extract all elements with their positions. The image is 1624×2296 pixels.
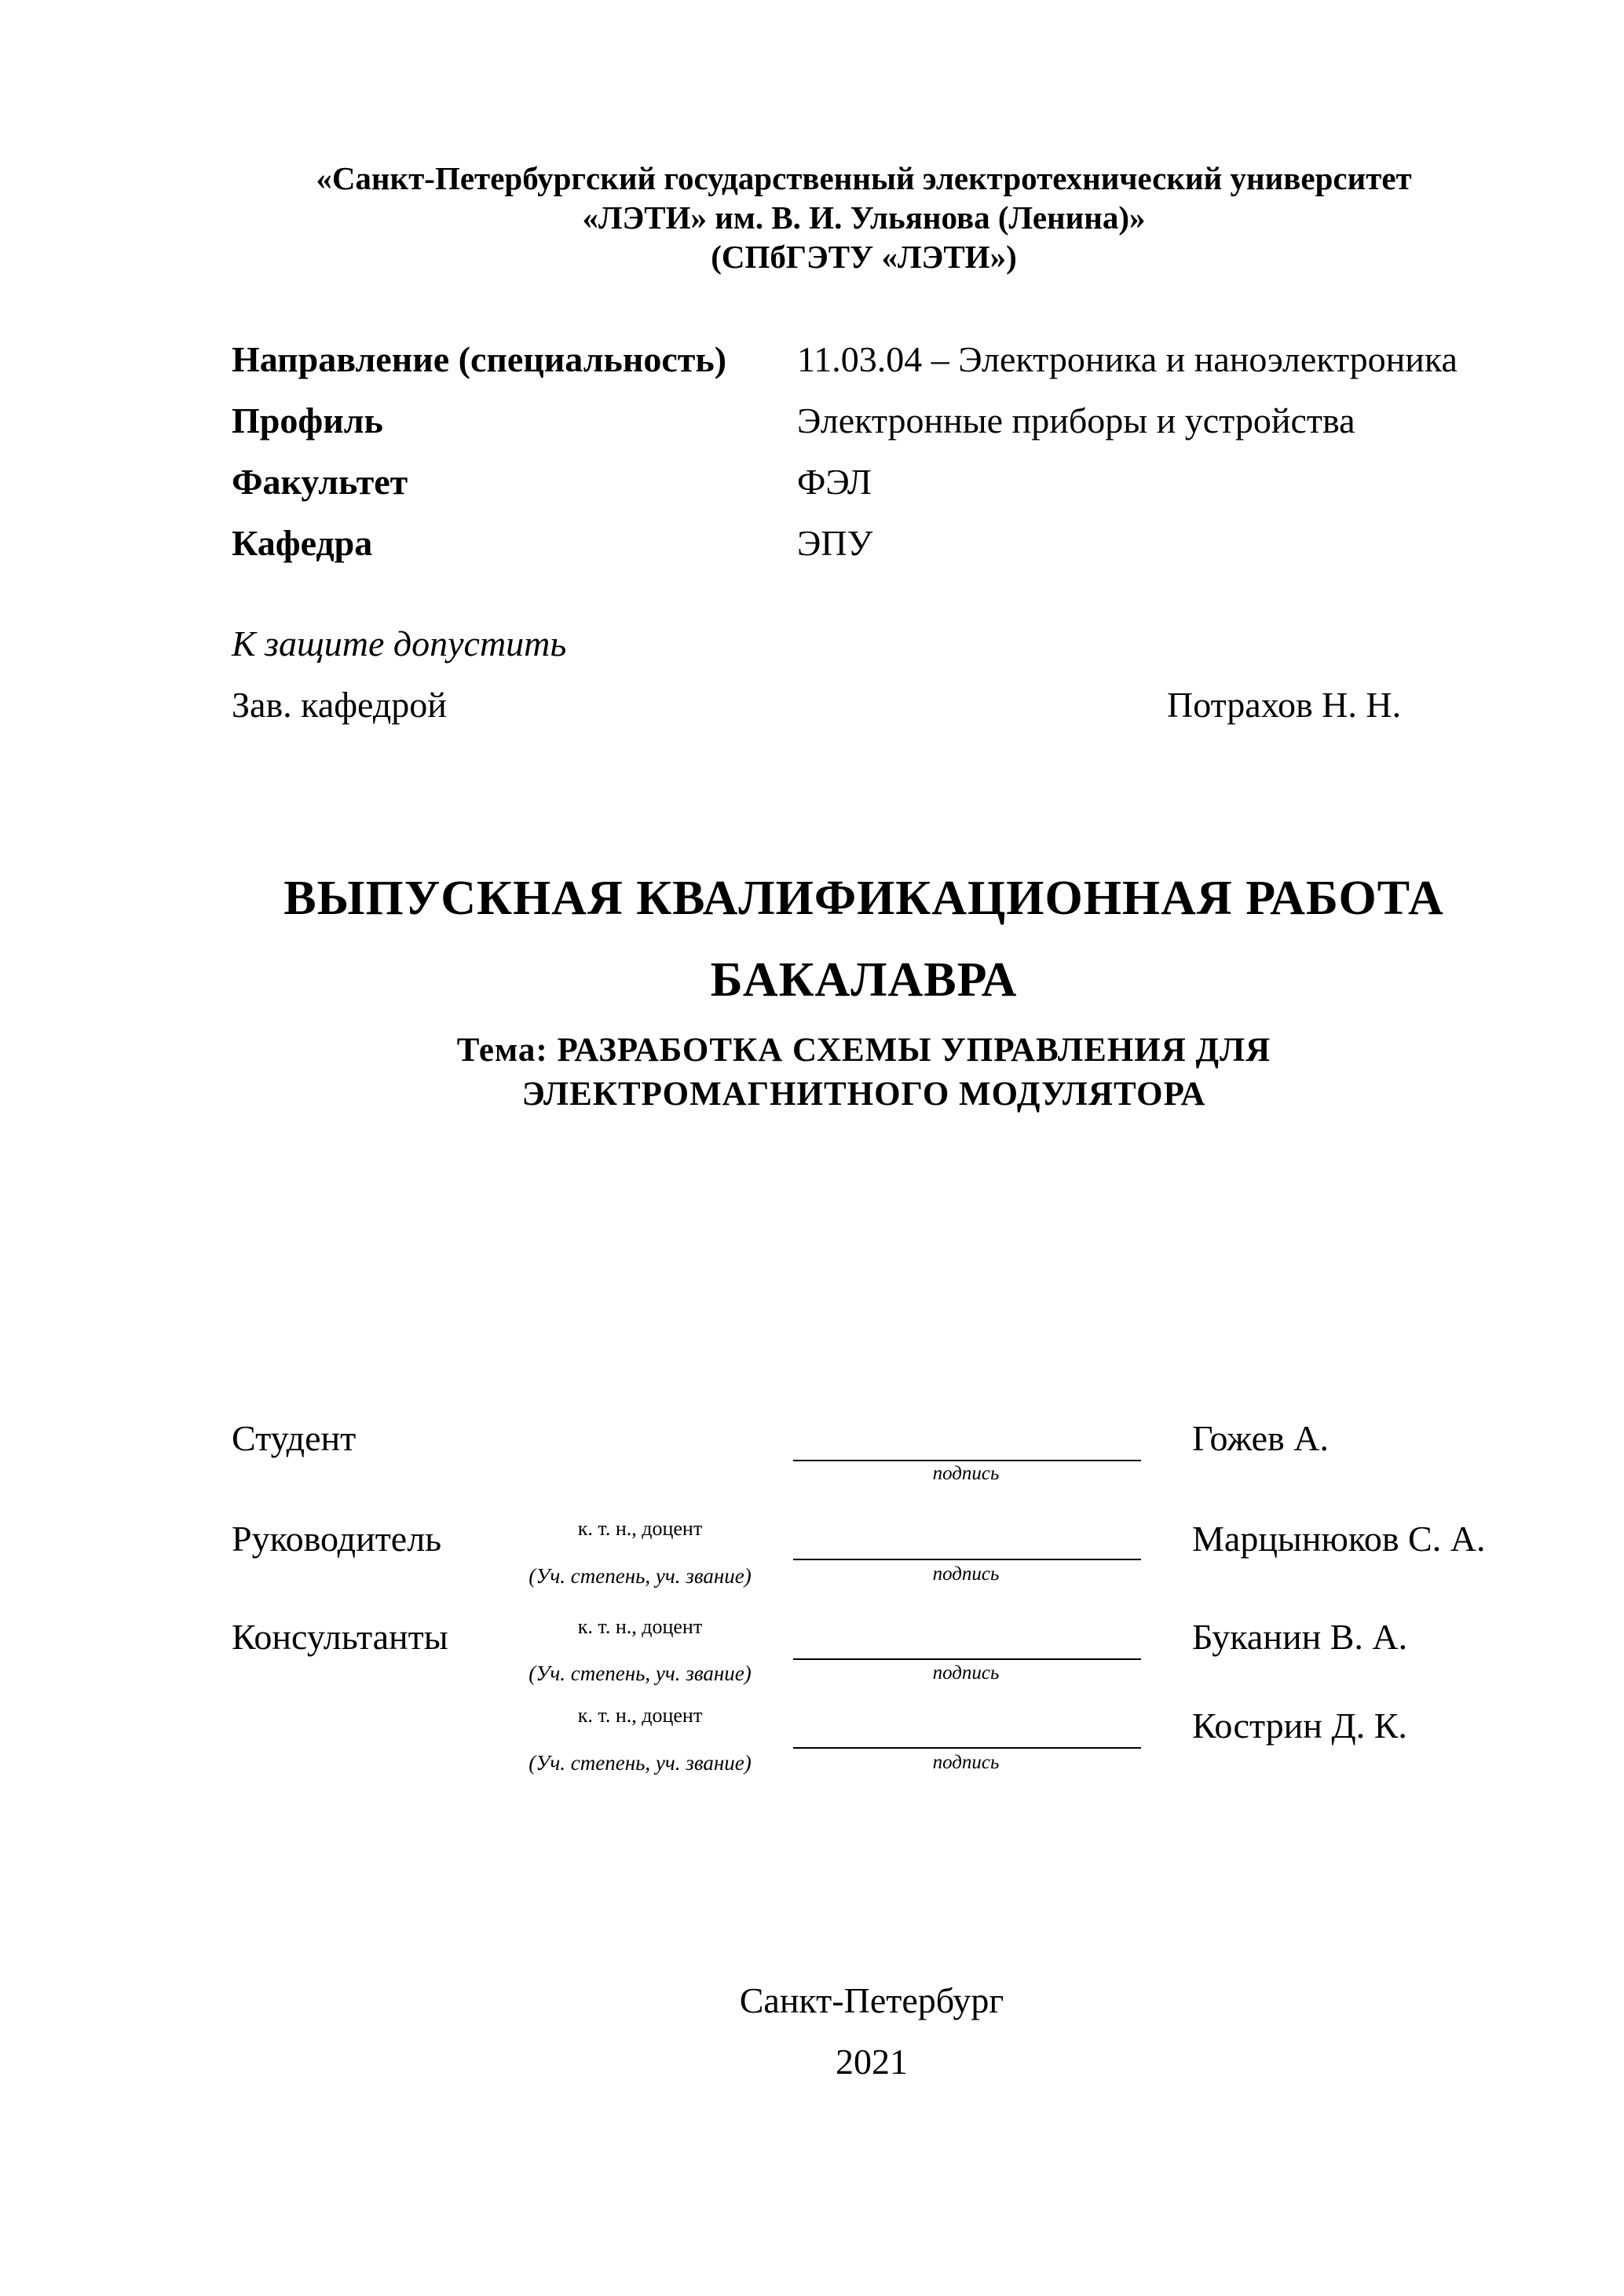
approval-name: Потрахов Н. Н.: [1167, 685, 1402, 725]
degree-caption: (Уч. степень, уч. звание): [529, 1662, 752, 1685]
role-consultants: Консультанты: [232, 1617, 448, 1657]
topic-line-2: ЭЛЕКТРОМАГНИТНОГО МОДУЛЯТОРА: [521, 1076, 1206, 1113]
university-abbreviation: (СПбГЭТУ «ЛЭТИ»): [711, 239, 1017, 275]
signature-line-consultant-1: [793, 1658, 1141, 1660]
degree-consultant-2: к. т. н., доцент: [577, 1704, 703, 1727]
document-title-line-2: БАКАЛАВРА: [710, 953, 1018, 1007]
approval-statement: К защите допустить: [232, 623, 567, 664]
signature-caption: подпись: [932, 1563, 1000, 1585]
topic-line-1: Тема: РАЗРАБОТКА СХЕМЫ УПРАВЛЕНИЯ ДЛЯ: [456, 1032, 1271, 1069]
degree-caption: (Уч. степень, уч. звание): [529, 1564, 752, 1588]
document-title-line-1: ВЫПУСКНАЯ КВАЛИФИКАЦИОННАЯ РАБОТА: [283, 872, 1444, 925]
info-value-direction: 11.03.04 – Электроника и наноэлектроника: [797, 339, 1458, 379]
degree-supervisor: к. т. н., доцент: [577, 1517, 703, 1540]
info-value-department: ЭПУ: [797, 523, 873, 563]
degree-consultant-1: к. т. н., доцент: [577, 1615, 703, 1638]
info-value-profile: Электронные приборы и устройства: [797, 400, 1355, 441]
role-student: Студент: [232, 1418, 357, 1458]
info-label-direction: Направление (специальность): [232, 339, 727, 379]
name-consultant-2: Кострин Д. К.: [1192, 1706, 1407, 1746]
info-label-faculty: Факультет: [232, 462, 408, 502]
info-label-department: Кафедра: [232, 523, 373, 563]
approval-position: Зав. кафедрой: [232, 685, 447, 725]
name-consultant-1: Буканин В. А.: [1192, 1617, 1408, 1657]
signature-line-consultant-2: [793, 1747, 1141, 1749]
footer-year: 2021: [836, 2042, 908, 2082]
university-name-line-1: «Санкт-Петербургский государственный электротехнический университет: [316, 160, 1412, 196]
name-student: Гожев А.: [1192, 1418, 1329, 1458]
info-label-profile: Профиль: [232, 400, 383, 441]
signature-line-student: [793, 1460, 1141, 1461]
university-name-line-2: «ЛЭТИ» им. В. И. Ульянова (Ленина)»: [582, 199, 1146, 236]
role-supervisor: Руководитель: [232, 1519, 442, 1559]
signature-line-supervisor: [793, 1559, 1141, 1560]
degree-caption: (Уч. степень, уч. звание): [529, 1751, 752, 1775]
footer-city: Санкт-Петербург: [739, 1980, 1004, 2020]
signature-caption: подпись: [932, 1662, 1000, 1684]
name-supervisor: Марцынюков С. А.: [1192, 1519, 1486, 1559]
info-value-faculty: ФЭЛ: [797, 462, 872, 502]
signature-caption: подпись: [932, 1463, 1000, 1484]
signature-caption: подпись: [932, 1752, 1000, 1773]
